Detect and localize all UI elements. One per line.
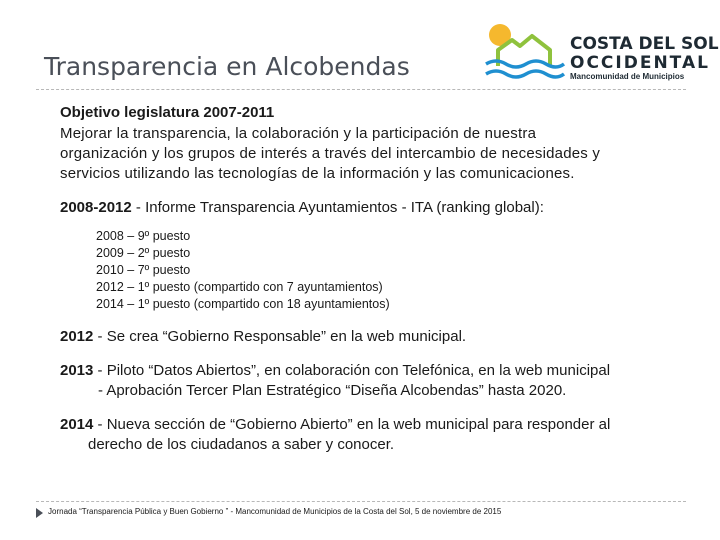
- event-text: - Piloto “Datos Abiertos”, en colaboración con Telefónica, en la web municipal: [93, 362, 611, 379]
- objective-line: organización y los grupos de interés a través del intercambio de necesidades y: [60, 145, 601, 162]
- ranking-heading: [60, 198, 690, 218]
- objective-line: servicios utilizando las tecnologías de la información y las comunicaciones.: [60, 165, 575, 182]
- ranking-list: [96, 228, 690, 313]
- footer-divider: [36, 501, 686, 502]
- ranking-item: 2012 – 1º puesto (compartido con 7 ayuntamientos): [96, 280, 383, 294]
- logo-text-line3: Mancomunidad de Municipios: [570, 72, 685, 81]
- ranking-text: - Informe Transparencia Ayuntamientos - ITA (ranking global):: [131, 199, 544, 216]
- ranking-item: 2010 – 7º puesto: [96, 263, 191, 277]
- footer-text: Jornada “Transparencia Pública y Buen Gobierno ” - Mancomunidad de Municipios de la Costa del Sol, 5 de noviembre de 2015: [48, 507, 502, 516]
- event-2013: [60, 361, 690, 401]
- costa-del-sol-logo: [484, 20, 719, 84]
- event-2012: [60, 327, 690, 347]
- ranking-item: 2009 – 2º puesto: [96, 246, 191, 260]
- logo-wave-2-icon: [486, 71, 564, 77]
- ranking-year: 2008-2012: [60, 199, 132, 216]
- event-text: - Nueva sección de “Gobierno Abierto” en la web municipal para responder al: [93, 416, 611, 433]
- objective-line: Mejorar la transparencia, la colaboración y la participación de nuestra: [60, 125, 537, 142]
- slide-content: [60, 104, 690, 455]
- event-text-continued: derecho de los ciudadanos a saber y conocer.: [88, 436, 395, 453]
- event-year: 2014: [60, 416, 94, 433]
- ranking-item: 2008 – 9º puesto: [96, 229, 191, 243]
- objective-heading: Objetivo legislatura 2007-2011: [60, 104, 275, 121]
- footer-triangle-icon: [36, 508, 43, 518]
- event-2014: [60, 415, 690, 455]
- logo-text-line2: OCCIDENTAL: [570, 53, 710, 73]
- logo-icon: [484, 20, 566, 84]
- event-text-continued: - Aprobación Tercer Plan Estratégico “Diseña Alcobendas” hasta 2020.: [98, 382, 567, 399]
- objective-text: [60, 124, 690, 184]
- header-divider: [36, 89, 686, 90]
- logo-text-line1: COSTA DEL SOL: [570, 34, 719, 54]
- page-title: Transparencia en Alcobendas: [44, 52, 410, 81]
- event-year: 2013: [60, 362, 94, 379]
- event-text: - Se crea “Gobierno Responsable” en la web municipal.: [93, 328, 467, 345]
- event-year: 2012: [60, 328, 94, 345]
- ranking-item: 2014 – 1º puesto (compartido con 18 ayuntamientos): [96, 297, 390, 311]
